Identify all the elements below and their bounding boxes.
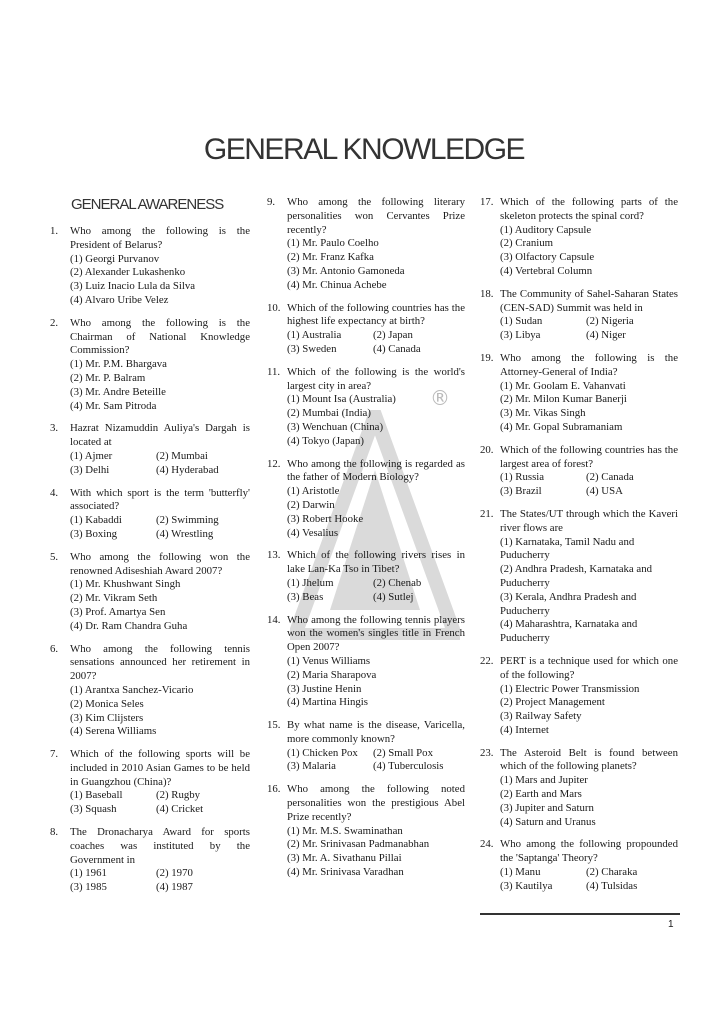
option: (4) Hyderabad [156,463,219,476]
option: (2) Mr. P. Balram [70,371,146,384]
option: (3) Boxing [70,527,118,540]
option: (2) Charaka [586,866,638,879]
question-text: Which of the following rivers rises in lake Lan-Ka Tso in Tibet? [287,549,465,576]
option-row [500,866,678,880]
question-head [50,422,250,450]
question-number: 18. [480,287,494,300]
option: (4) Vertebral Column [500,264,593,277]
option: (4) Cricket [156,803,204,816]
question-item [480,747,678,830]
options-list [480,224,678,279]
question-item [480,196,678,279]
option: (2) 1970 [156,867,193,880]
question-text: Who among the following propounded the 'Saptanga' Theory? [500,838,678,865]
options-list [480,315,678,343]
question-head [50,826,250,867]
option: (3) Jupiter and Saturn [500,801,594,814]
question-number: 10. [267,301,281,314]
question-item [480,508,678,646]
option: (2) Chenab [373,576,422,589]
option: (1) Mr. P.M. Bhargava [70,358,167,371]
question-text: Which of the following countries has the largest area of forest? [500,443,678,470]
option: (4) Tokyo (Japan) [287,434,365,447]
option-row [500,485,678,499]
option-row [70,514,250,528]
option-row [70,867,250,881]
option: (4) USA [586,485,623,498]
option: (2) Mr. Srinivasan Padmanabhan [287,838,430,851]
question-text: Which of the following parts of the skeleton protects the spinal cord? [500,196,678,222]
options-list [50,789,250,817]
question-head [50,643,250,684]
option: (3) Mr. Vikas Singh [500,407,586,420]
question-text: The Dronacharya Award for sports coaches was instituted by the Government in [70,826,250,866]
option: (3) Squash [70,803,117,816]
question-head [50,748,250,789]
question-text: The States/UT through which the Kaveri river flows are [500,507,678,534]
options-list [50,684,250,739]
option: (3) Robert Hooke [287,512,364,525]
option: (4) Mr. Srinivasa Varadhan [287,866,404,879]
question-text: Who among the following is the Attorney-General of India? [500,351,678,378]
question-text: Who among the following is the President of Belarus? [70,225,250,251]
option: (4) Maharashtra, Karnataka and Puducherry [500,618,638,645]
option: (3) Kautilya [500,879,553,892]
option-row [287,343,465,357]
question-head [480,838,678,866]
column-2 [267,196,465,889]
option: (4) Internet [500,723,549,736]
option: (2) Mumbai (India) [287,407,371,420]
option: (2) Monica Seles [70,697,144,710]
option: (2) Small Pox [373,746,433,759]
option-row [287,760,465,774]
option: (3) Kerala, Andhra Pradesh and Puducherry [500,590,637,617]
options-list [50,253,250,308]
question-item [480,444,678,499]
question-head [50,317,250,358]
question-head [50,551,250,579]
question-text: By what name is the disease, Varicella, more commonly known? [287,719,465,745]
options-list [480,536,678,646]
question-item [267,366,465,449]
option: (1) Sudan [500,315,543,328]
option-row [500,315,678,329]
question-head [480,196,678,224]
question-text: PERT is a technique used for which one of the following? [500,654,678,681]
option: (4) Saturn and Uranus [500,815,596,828]
question-item [267,549,465,604]
column-3 [480,196,678,903]
option-row [70,803,250,817]
question-number: 5. [50,550,59,563]
question-text: With which sport is the term 'butterfly' associated? [70,486,250,513]
option: (2) Darwin [287,498,335,511]
question-item [267,196,465,293]
question-number: 22. [480,654,494,667]
option: (1) Auditory Capsule [500,223,592,236]
option: (3) Beas [287,590,324,603]
options-list [267,577,465,605]
option: (3) Brazil [500,485,542,498]
question-text: Hazrat Nizamuddin Auliya's Dargah is located at [70,422,250,449]
question-text: Which of the following sports will be included in 2010 Asian Games to be held in Guangzhou (China)? [70,748,250,788]
question-text: Which of the following countries has the highest life expectancy at birth? [287,301,465,328]
options-list [267,747,465,775]
option: (1) Ajmer [70,449,113,462]
option: (2) Maria Sharapova [287,668,377,681]
option: (4) Dr. Ram Chandra Guha [70,619,188,632]
question-head [480,508,678,536]
option: (2) Andhra Pradesh, Karnataka and Puducherry [500,563,652,589]
question-item [480,838,678,893]
column-1 [50,225,250,904]
question-head [267,196,465,237]
option: (2) Alexander Lukashenko [70,266,186,279]
option: (1) Chicken Pox [287,746,358,759]
option: (1) Manu [500,866,541,879]
option: (4) Serena Williams [70,725,157,738]
option: (4) Mr. Sam Pitroda [70,399,157,412]
option: (1) Venus Williams [287,654,371,667]
question-number: 17. [480,196,494,208]
question-text: Who among the following is regarded as the father of Modern Biology? [287,457,465,484]
option: (2) Earth and Mars [500,788,582,801]
question-head [267,458,465,486]
option: (3) Mr. Andre Beteille [70,385,166,398]
question-number: 20. [480,443,494,456]
question-item [50,487,250,542]
question-number: 11. [267,365,281,378]
option: (3) Sweden [287,342,337,355]
question-head [50,487,250,515]
options-list [267,485,465,540]
question-text: Who among the following won the renowned Adiseshiah Award 2007? [70,550,250,577]
question-item [267,614,465,711]
option-row [70,464,250,478]
question-item [50,225,250,308]
question-item [267,783,465,880]
question-head [267,302,465,330]
question-head [267,549,465,577]
option: (3) 1985 [70,881,107,894]
question-item [480,288,678,343]
page-number: 1 [668,919,674,930]
option: (2) Canada [586,471,634,484]
question-number: 6. [50,642,59,655]
option: (2) Mr. Franz Kafka [287,251,374,264]
option: (2) Nigeria [586,315,634,328]
option: (1) Australia [287,329,342,342]
question-number: 19. [480,351,494,364]
option: (4) Alvaro Uribe Velez [70,293,169,306]
option-row [500,471,678,485]
question-text: Who among the following literary personalities won Cervantes Prize recently? [287,196,465,236]
option: (1) Aristotle [287,485,340,498]
option: (2) Mumbai [156,449,208,462]
options-list [50,514,250,542]
question-item [267,719,465,774]
option-row [287,747,465,761]
question-number: 12. [267,457,281,470]
option: (1) Karnataka, Tamil Nadu and Puducherry [500,535,635,562]
options-list [50,358,250,413]
option: (3) Malaria [287,760,336,773]
option: (4) Canada [373,342,421,355]
option-row [500,880,678,894]
options-list [267,655,465,710]
question-item [50,551,250,634]
option-row [287,591,465,605]
option: (1) Baseball [70,789,123,802]
option: (1) Russia [500,471,545,484]
question-head [50,225,250,253]
option: (4) Niger [586,329,626,342]
options-list [267,393,465,448]
option: (1) 1961 [70,867,107,880]
options-list [480,866,678,894]
options-list [480,380,678,435]
option: (4) 1987 [156,881,193,894]
option: (2) Japan [373,329,413,342]
option: (3) Railway Safety [500,710,582,723]
question-number: 9. [267,196,276,208]
option: (4) Sutlej [373,590,414,603]
option: (3) Libya [500,329,541,342]
options-list [267,329,465,357]
question-text: Which of the following is the world's largest city in area? [287,365,465,392]
option: (4) Tuberculosis [373,760,444,773]
option: (2) Mr. Vikram Seth [70,592,158,605]
question-head [480,655,678,683]
options-list [50,450,250,478]
options-list [50,578,250,633]
option: (2) Cranium [500,237,554,250]
option: (2) Project Management [500,696,605,709]
section-heading: GENERAL AWARENESS [71,196,224,213]
footer-rule [480,913,680,915]
question-item [480,352,678,435]
question-head [267,366,465,394]
option: (1) Mr. Paulo Coelho [287,237,379,250]
question-head [480,288,678,316]
question-head [267,783,465,824]
option: (1) Jhelum [287,576,334,589]
options-list [267,825,465,880]
option-row [70,881,250,895]
option-row [287,329,465,343]
option: (4) Wrestling [156,527,214,540]
option: (3) Wenchuan (China) [287,420,384,433]
options-list [480,774,678,829]
question-number: 24. [480,838,494,851]
question-number: 3. [50,422,59,435]
question-text: The Community of Sahel-Saharan States (CEN-SAD) Summit was held in [500,287,678,314]
options-list [480,471,678,499]
option: (1) Mars and Jupiter [500,774,588,787]
option: (3) Delhi [70,463,110,476]
option: (3) Mr. A. Sivathanu Pillai [287,852,402,865]
registered-mark: ® [430,386,450,410]
option: (1) Electric Power Transmission [500,682,640,695]
question-head [480,352,678,380]
option: (3) Kim Clijsters [70,711,144,724]
question-number: 15. [267,719,281,732]
question-text: Who among the following is the Chairman of National Knowledge Commission? [70,316,250,357]
option: (3) Luiz Inacio Lula da Silva [70,280,196,293]
question-number: 13. [267,549,281,562]
option-row [70,789,250,803]
question-head [480,444,678,472]
question-text: Who among the following tennis sensations announced her retirement in 2007? [70,642,250,683]
option-row [70,528,250,542]
question-head [267,719,465,747]
option: (1) Kabaddi [70,514,122,527]
question-item [50,422,250,477]
question-text: The Asteroid Belt is found between which of the following planets? [500,746,678,773]
option: (4) Mr. Gopal Subramaniam [500,420,623,433]
question-head [267,614,465,655]
option: (1) Mr. M.S. Swaminathan [287,824,403,837]
question-number: 8. [50,826,59,839]
option: (4) Mr. Chinua Achebe [287,278,387,291]
question-number: 1. [50,225,59,237]
question-number: 2. [50,316,59,329]
question-number: 21. [480,507,494,520]
option: (1) Mr. Goolam E. Vahanvati [500,379,626,392]
option: (1) Mr. Khushwant Singh [70,578,181,591]
question-number: 16. [267,783,281,796]
option: (2) Mr. Milon Kumar Banerji [500,393,627,406]
question-item [480,655,678,738]
question-head [480,747,678,775]
question-number: 4. [50,486,59,499]
option: (1) Arantxa Sanchez-Vicario [70,683,194,696]
option: (4) Vesalius [287,526,339,539]
option: (1) Mount Isa (Australia) [287,393,396,406]
option: (3) Olfactory Capsule [500,251,595,264]
option-row [287,577,465,591]
option: (3) Prof. Amartya Sen [70,605,166,618]
question-item [50,643,250,740]
option-row [70,450,250,464]
option: (4) Martina Hingis [287,696,368,709]
option-row [500,329,678,343]
option: (2) Rugby [156,789,201,802]
question-item [50,748,250,817]
question-number: 14. [267,613,281,626]
question-text: Who among the following tennis players won the women's singles title in French Open 2007? [287,613,465,654]
page-title: GENERAL KNOWLEDGE [203,133,525,166]
option: (4) Tulsidas [586,879,638,892]
option: (2) Swimming [156,514,219,527]
option: (3) Justine Henin [287,682,362,695]
option: (1) Georgi Purvanov [70,252,160,265]
question-number: 7. [50,748,59,761]
question-item [267,302,465,357]
question-item [50,826,250,895]
options-list [267,237,465,292]
options-list [480,683,678,738]
option: (3) Mr. Antonio Gamoneda [287,264,405,277]
question-item [50,317,250,414]
question-item [267,458,465,541]
options-list [50,867,250,895]
question-number: 23. [480,746,494,759]
question-text: Who among the following noted personalities won the prestigious Abel Prize recently? [287,783,465,823]
